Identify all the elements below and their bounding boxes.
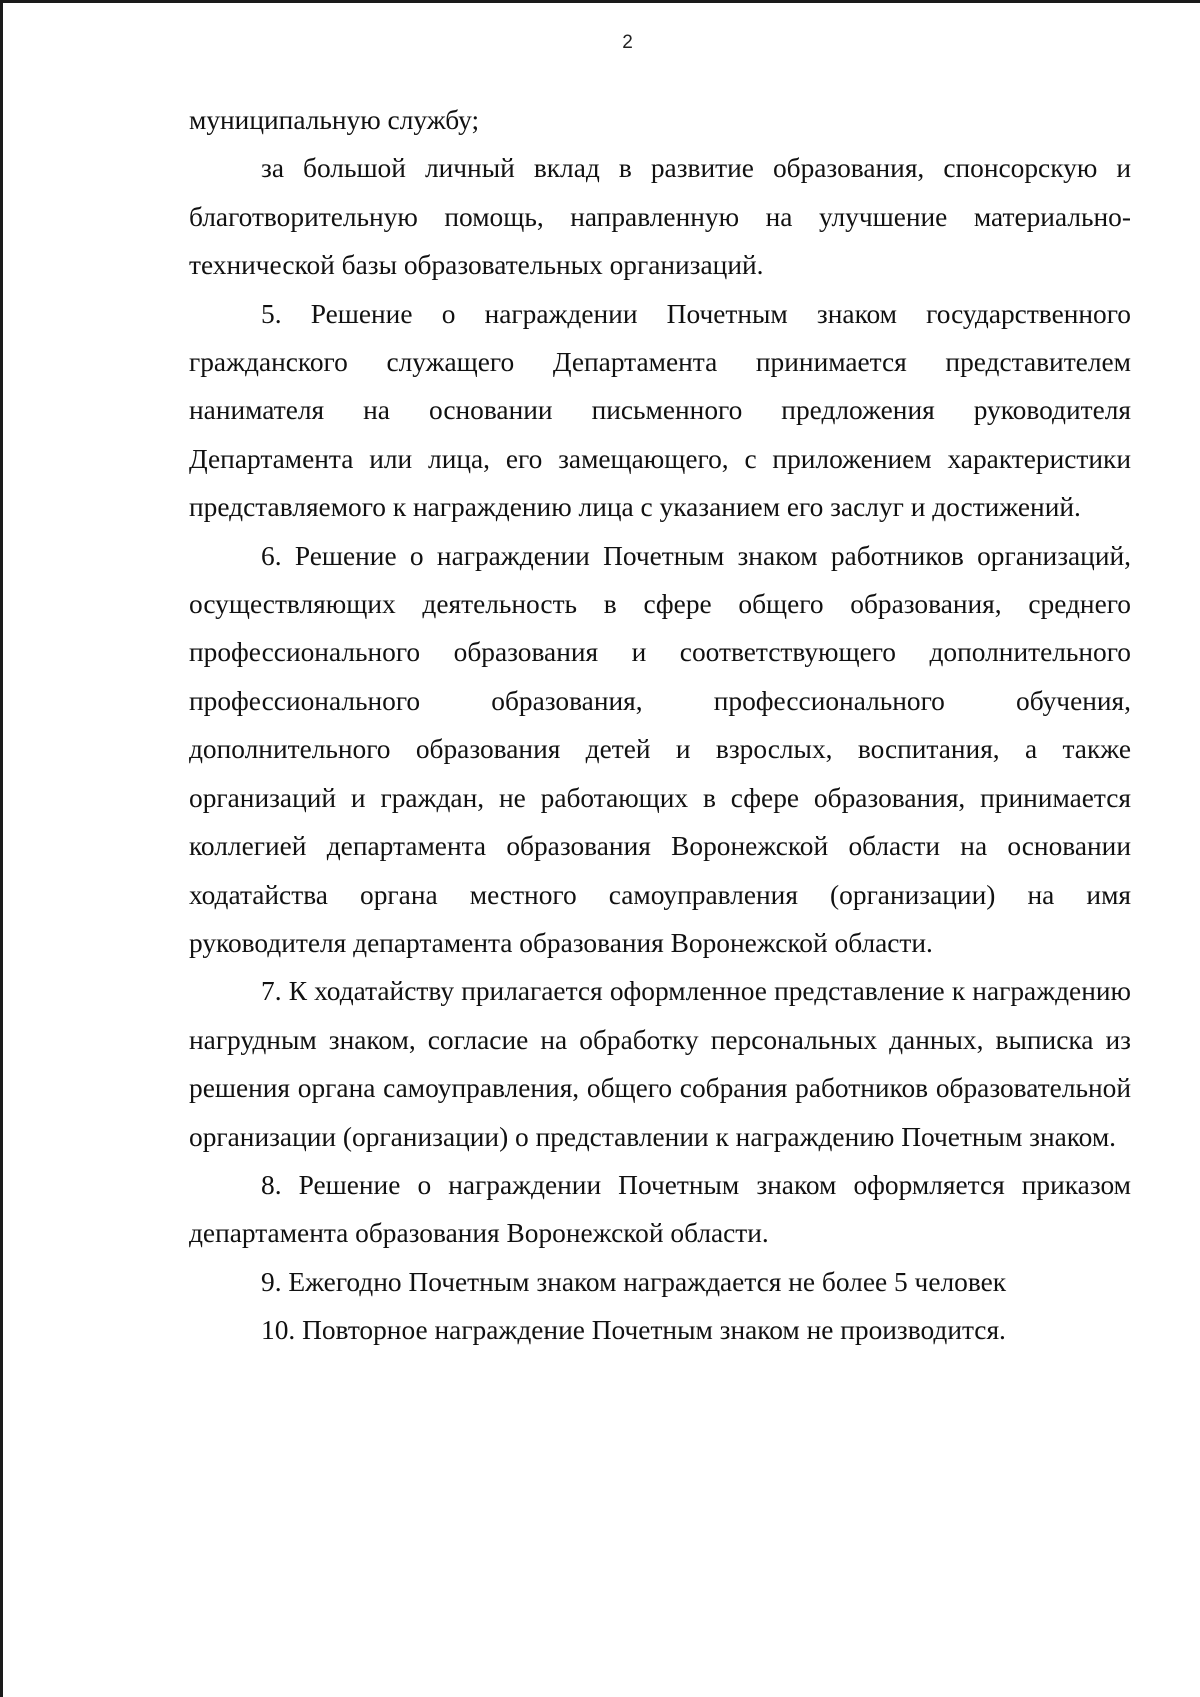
scan-border-top	[0, 0, 1200, 3]
paragraph-item-9: 9. Ежегодно Почетным знаком награждается не более 5 человек	[261, 1266, 1007, 1297]
document-body	[189, 96, 1131, 1355]
paragraph-item-10: 10. Повторное награждение Почетным знаком не производится.	[261, 1315, 1006, 1346]
paragraph-contribution: за большой личный вклад в развитие образования, спонсорскую и благотворительную помощь, направленную на улучшение материально-технической базы образовательных организаций.	[189, 153, 1131, 281]
page-number: 2	[622, 32, 633, 53]
scan-border-left	[0, 0, 3, 1697]
paragraph-item-5: 5. Решение о награждении Почетным знаком государственного гражданского служащего Департамента принимается представителем нанимателя на основании письменного предложения руководителя Департамента или лица, его замещающего, с приложением характеристики представляемого к награждению лица с указанием его заслуг и достижений.	[189, 298, 1131, 523]
paragraph-item-8: 8. Решение о награждении Почетным знаком оформляется приказом департамента образования Воронежской области.	[189, 1169, 1131, 1249]
paragraph-item-7: 7. К ходатайству прилагается оформленное представление к награждению нагрудным знаком, согласие на обработку персональных данных, выписка из решения органа самоуправления, общего собрания работников образовательной организации (организации) о представлении к награждению Почетным знаком.	[189, 976, 1131, 1152]
paragraph-continuation: муниципальную службу;	[189, 105, 480, 135]
paragraph-item-6: 6. Решение о награждении Почетным знаком работников организаций, осуществляющих деятельность в сфере общего образования, среднего профессионального образования и соответствующего дополнительного профессионального образования, профессионального обучения, дополнительного образования детей и взрослых, воспитания, а также организаций и граждан, не работающих в сфере образования, принимается коллегией департамента образования Воронежской области на основании ходатайства органа местного самоуправления (организации) на имя руководителя департамента образования Воронежской области.	[189, 540, 1131, 958]
